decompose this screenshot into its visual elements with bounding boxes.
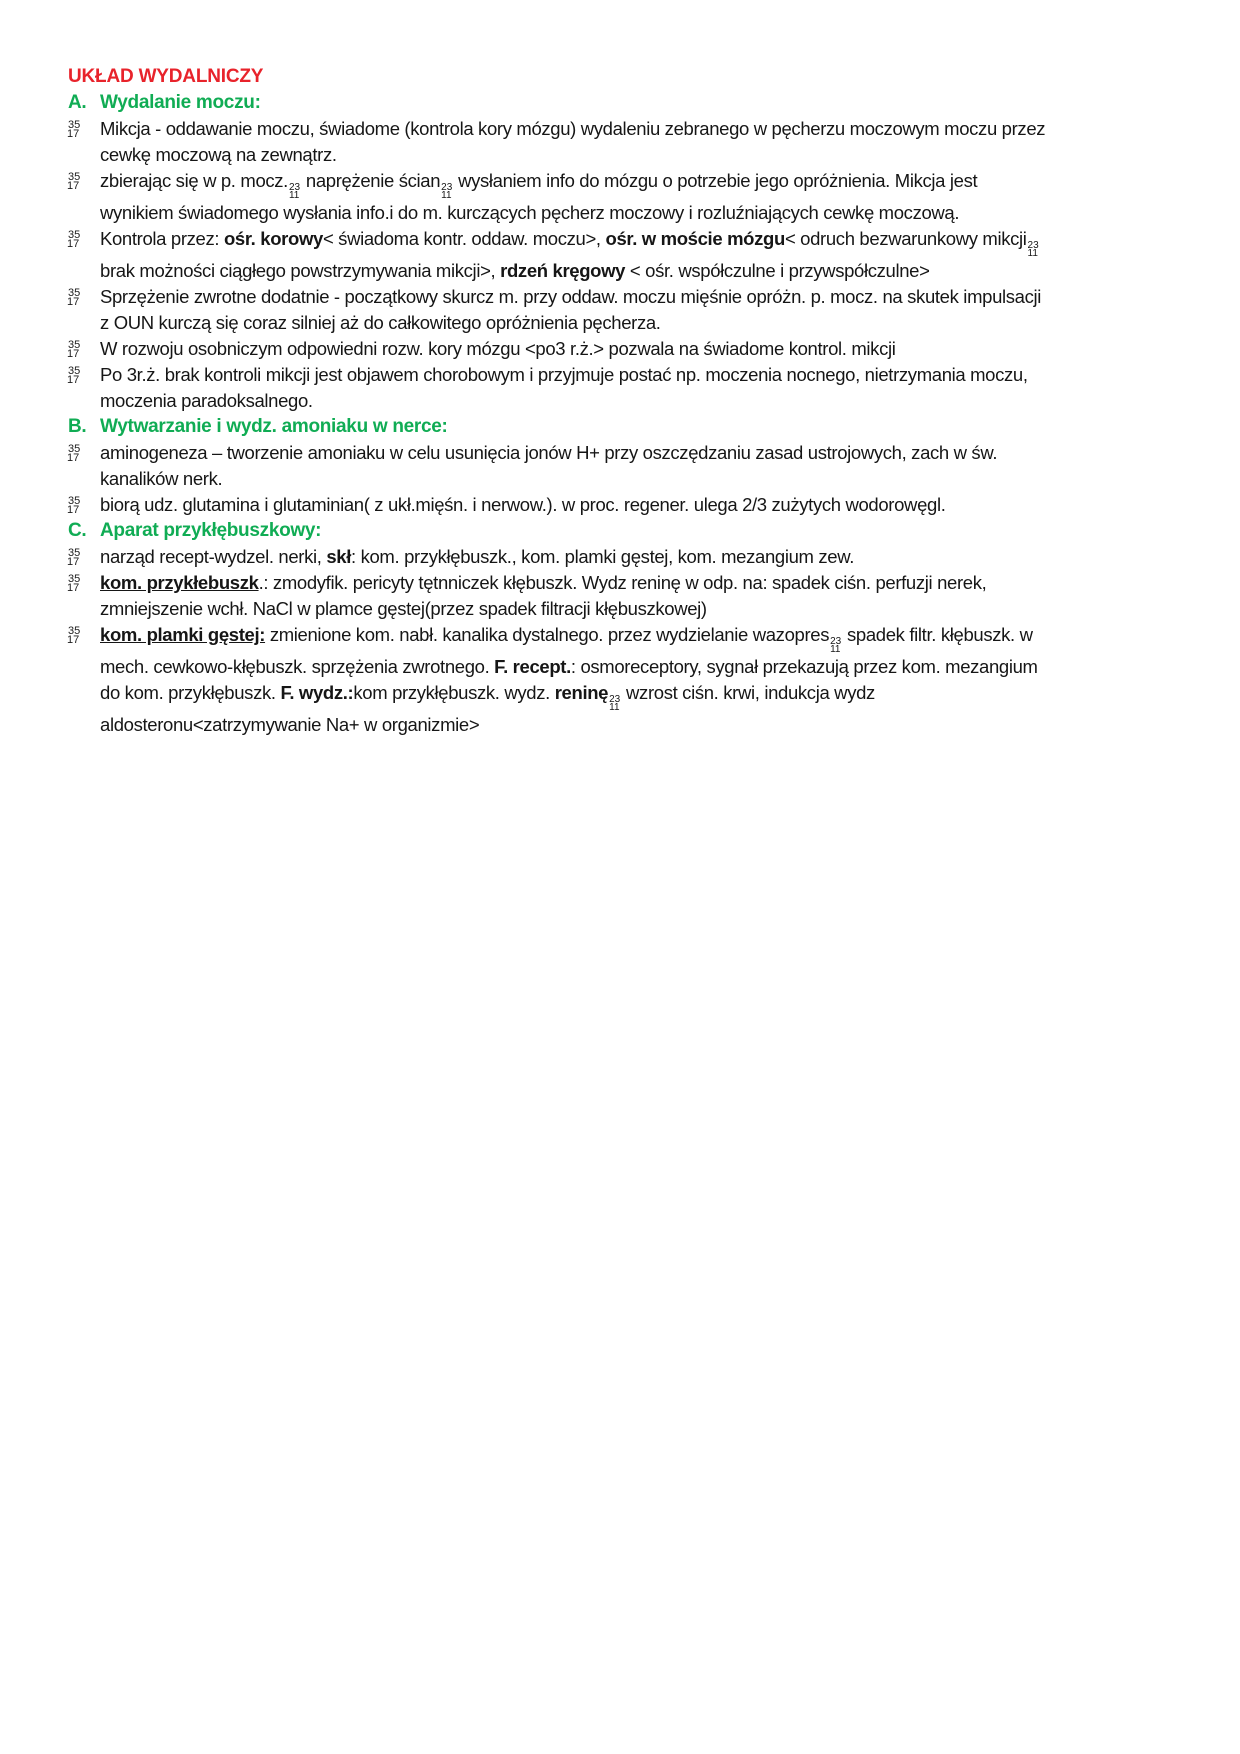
bullet-marker-bottom: 17 (67, 452, 80, 464)
bullet-marker-bottom: 17 (67, 504, 80, 516)
list-item (68, 544, 1180, 570)
bullet-marker (68, 362, 100, 385)
text-segment: narząd recept-wydzel. nerki, (100, 546, 327, 567)
bullet-text (100, 570, 1050, 622)
list-item (68, 284, 1180, 336)
text-segment: Mikcja - oddawanie moczu, świadome (kontrola kory mózgu) wydaleniu zebranego w pęcherzu moczowym moczu przez cewkę moczową na zewnątrz. (100, 118, 1046, 165)
list-item (68, 226, 1180, 284)
inline-ref-marker-bottom: 11 (441, 190, 452, 201)
section-label: B. (68, 416, 87, 437)
text-segment: < świadoma kontr. oddaw. moczu>, (322, 228, 606, 249)
text-segment: naprężenie ścian (301, 170, 441, 191)
text-segment: spadek filtr. kłębuszk. w mech. cewkowo-kłębuszk. sprzężenia zwrotnego. (100, 624, 1033, 677)
text-segment: ośr. w moście mózgu (605, 228, 785, 249)
bullet-marker-bottom: 17 (67, 348, 80, 360)
bullet-text (100, 284, 1050, 336)
inline-ref-marker-bottom: 11 (1027, 248, 1038, 259)
text-segment: zbierając się w p. mocz. (100, 170, 288, 191)
bullet-text (100, 362, 1050, 414)
text-segment: < ośr. współczulne i przywspółczulne> (625, 260, 930, 281)
text-segment: F. wydz.: (280, 682, 354, 703)
text-segment: aminogeneza – tworzenie amoniaku w celu usunięcia jonów H+ przy oszczędzaniu zasad ustrojowych, zach w św. kanalików nerk. (100, 442, 998, 489)
list-item (68, 362, 1180, 414)
bullet-marker-top: 35 (68, 339, 81, 351)
inline-ref-marker-top: 23 (441, 182, 453, 193)
bullet-marker (68, 492, 100, 515)
section-heading (68, 90, 1180, 116)
list-item (68, 570, 1180, 622)
text-segment: Kontrola przez: (100, 228, 224, 249)
bullet-marker-top: 35 (68, 365, 81, 377)
text-segment: Po 3r.ż. brak kontroli mikcji jest objawem chorobowym i przyjmuje postać np. moczenia nocnego, nietrzymania moczu, moczenia paradoksalnego. (100, 364, 1028, 411)
bullet-marker-top: 35 (68, 171, 81, 183)
text-segment: .: zmodyfik. pericyty tętnniczek kłębuszk. Wydz reninę w odp. na: spadek ciśn. perfuzji nerek, zmniejszenie wchł. NaCl w plamce gęstej(przez spadek filtracji kłębuszkowej) (100, 572, 987, 619)
document-title: UKŁAD WYDALNICZY (68, 66, 264, 87)
section-label: C. (68, 520, 87, 541)
bullet-marker-top: 35 (68, 287, 81, 299)
inline-ref-marker (1027, 242, 1040, 258)
inline-ref-marker-top: 23 (288, 182, 301, 193)
text-segment: < odruch bezwarunkowy mikcji (784, 228, 1027, 249)
text-segment: Sprzężenie zwrotne dodatnie - początkowy skurcz m. przy oddaw. moczu mięśnie opróżn. p. mocz. na skutek impulsacji z OUN kurczą się coraz silniej aż do całkowitego opróżnienia pęcherza. (100, 286, 1042, 333)
bullet-marker (68, 226, 100, 249)
list-item (68, 440, 1180, 492)
inline-ref-marker-top: 23 (609, 694, 621, 705)
list-item (68, 492, 1180, 518)
text-segment: rdzeń kręgowy (500, 260, 626, 281)
inline-ref-marker-bottom: 11 (830, 644, 841, 655)
bullet-marker-top: 35 (68, 443, 81, 455)
bullet-marker-bottom: 17 (67, 374, 80, 386)
inline-ref-marker (829, 638, 842, 654)
text-segment: kom. przykłebuszk (100, 572, 259, 593)
text-segment: biorą udz. glutamina i glutaminian( z ukł.mięśn. i nerwow.). w proc. regener. ulega 2/3 zużytych wodorowęgl. (100, 494, 946, 515)
bullet-marker-bottom: 17 (67, 180, 80, 192)
bullet-marker-bottom: 17 (67, 296, 80, 308)
bullet-marker (68, 116, 100, 139)
bullet-marker-bottom: 17 (67, 582, 80, 594)
text-segment: : kom. przykłębuszk., kom. plamki gęstej, kom. mezangium zew. (351, 546, 855, 567)
bullet-text (100, 544, 1050, 570)
bullet-text (100, 116, 1050, 168)
text-segment: ośr. korowy (223, 228, 323, 249)
text-segment: : osmoreceptory, sygnał przekazują przez kom. mezangium do kom. przykłębuszk. (100, 656, 1038, 703)
section-label: A. (68, 92, 87, 113)
bullet-text (100, 492, 1050, 518)
section-heading (68, 518, 1180, 544)
bullet-marker-bottom: 17 (67, 128, 80, 140)
bullet-text (100, 622, 1050, 738)
section-title: Wytwarzanie i wydz. amoniaku w nerce: (100, 416, 448, 437)
text-segment: W rozwoju osobniczym odpowiedni rozw. kory mózgu <po3 r.ż.> pozwala na świadome kontrol. mikcji (100, 338, 896, 359)
bullet-marker-top: 35 (68, 625, 81, 637)
list-item (68, 622, 1180, 738)
bullet-marker (68, 622, 100, 645)
list-item (68, 116, 1180, 168)
section-heading (68, 414, 1180, 440)
bullet-marker (68, 168, 100, 191)
section-title: Aparat przykłębuszkowy: (100, 520, 322, 541)
bullet-marker (68, 284, 100, 307)
bullet-marker-top: 35 (68, 573, 81, 585)
section-title: Wydalanie moczu: (100, 92, 261, 113)
bullet-text (100, 168, 1050, 226)
bullet-text (100, 226, 1050, 284)
bullet-marker-top: 35 (68, 495, 81, 507)
text-segment: wzrost ciśn. krwi, indukcja wydz aldosteronu<zatrzymywanie Na+ w organizmie> (100, 682, 875, 735)
text-segment: wysłaniem info do mózgu o potrzebie jego opróżnienia. Mikcja jest wynikiem świadomego wysłania info.i do m. kurczących pęcherz moczowy i rozluźniających cewkę moczową. (100, 170, 978, 223)
list-item (68, 168, 1180, 226)
bullet-marker-bottom: 17 (67, 556, 80, 568)
bullet-marker (68, 440, 100, 463)
text-segment: brak możności ciągłego powstrzymywania mikcji>, (100, 260, 501, 281)
inline-ref-marker-bottom: 11 (288, 190, 300, 201)
inline-ref-marker-top: 23 (1027, 240, 1039, 251)
inline-ref-marker (608, 696, 621, 712)
bullet-text (100, 440, 1050, 492)
text-segment: skł (326, 546, 352, 567)
document-blocks (68, 90, 1180, 738)
text-segment: F. recept. (494, 656, 571, 677)
bullet-marker-top: 35 (68, 547, 81, 559)
bullet-marker-top: 35 (68, 229, 81, 241)
bullet-marker-bottom: 17 (67, 238, 80, 250)
bullet-text (100, 336, 1050, 362)
text-segment: kom przykłębuszk. wydz. (353, 682, 555, 703)
inline-ref-marker-top: 23 (830, 636, 842, 647)
inline-ref-marker (288, 184, 301, 200)
inline-ref-marker (440, 184, 453, 200)
text-segment: zmienione kom. nabł. kanalika dystalnego. przez wydzielanie wazopres (265, 624, 830, 645)
bullet-marker (68, 570, 100, 593)
bullet-marker (68, 336, 100, 359)
text-segment: reninę (554, 682, 609, 703)
bullet-marker-top: 35 (68, 119, 81, 131)
bullet-marker (68, 544, 100, 567)
list-item (68, 336, 1180, 362)
bullet-marker-bottom: 17 (67, 634, 80, 646)
text-segment: kom. plamki gęstej: (100, 624, 266, 645)
inline-ref-marker-bottom: 11 (609, 702, 620, 713)
